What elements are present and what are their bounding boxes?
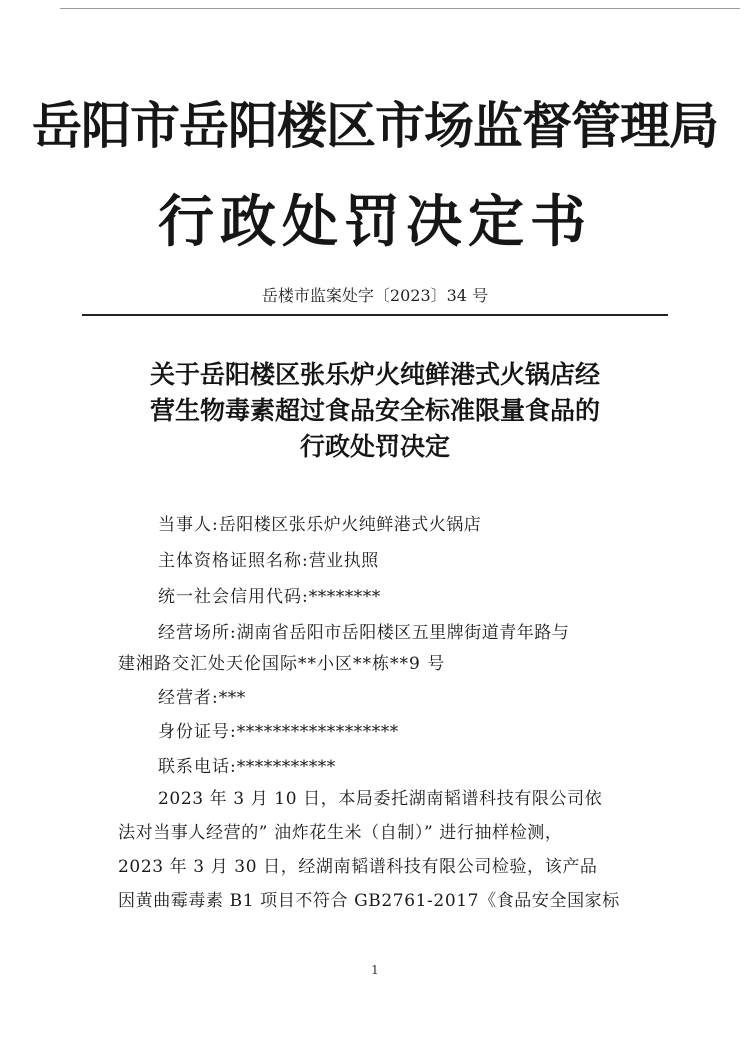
party-name-row [158,513,481,537]
credit-code-value: ******** [308,587,381,607]
id-number-value: ****************** [236,722,399,742]
subject-line: 关于岳阳楼区张乐炉火纯鲜港式火锅店经 [149,360,600,389]
body-line: 2023 年 3 月 10 日，本局委托湖南韬谱科技有限公司依 [158,789,603,809]
body-line: 2023 年 3 月 30 日，经湖南韬谱科技有限公司检验，该产品 [118,857,598,877]
phone-value: *********** [236,757,336,777]
address-continuation: 建湘路交汇处天伦国际**小区**栋**9 号 [118,654,446,674]
body-line: 法对当事人经营的” 油炸花生米（自制）” 进行抽样检测， [118,823,563,843]
operator-row [158,686,246,710]
document-type-title: 行政处罚决定书 [158,190,592,255]
scan-edge-line [60,8,740,9]
operator-label: 经营者: [158,688,219,708]
page-number: 1 [371,963,379,977]
address-value: 湖南省岳阳市岳阳楼区五里牌街道青年路与 [236,623,570,643]
phone-row [158,755,336,779]
document-number: 岳楼市监案处字〔2023〕34 号 [261,286,489,305]
party-name-value: 岳阳楼区张乐炉火纯鲜港式火锅店 [218,515,482,535]
body-line: 因黄曲霉毒素 B1 项目不符合 GB2761-2017《食品安全国家标 [118,891,620,911]
party-name-label: 当事人: [158,515,219,535]
address-row [158,621,569,645]
header-divider [82,314,668,316]
license-value: 营业执照 [308,551,379,571]
license-label: 主体资格证照名称: [158,551,309,571]
subject-line: 行政处罚决定 [299,432,450,461]
operator-value: *** [218,688,246,708]
subject-line: 营生物毒素超过食品安全标准限量食品的 [149,396,600,425]
address-label: 经营场所: [158,623,237,643]
id-number-row [158,720,399,744]
decision-subject [100,357,650,465]
license-row [158,549,379,573]
phone-label: 联系电话: [158,757,237,777]
credit-code-label: 统一社会信用代码: [158,587,309,607]
agency-title: 岳阳市岳阳楼区市场监督管理局 [32,97,718,155]
id-number-label: 身份证号: [158,722,237,742]
credit-code-row [158,585,381,609]
